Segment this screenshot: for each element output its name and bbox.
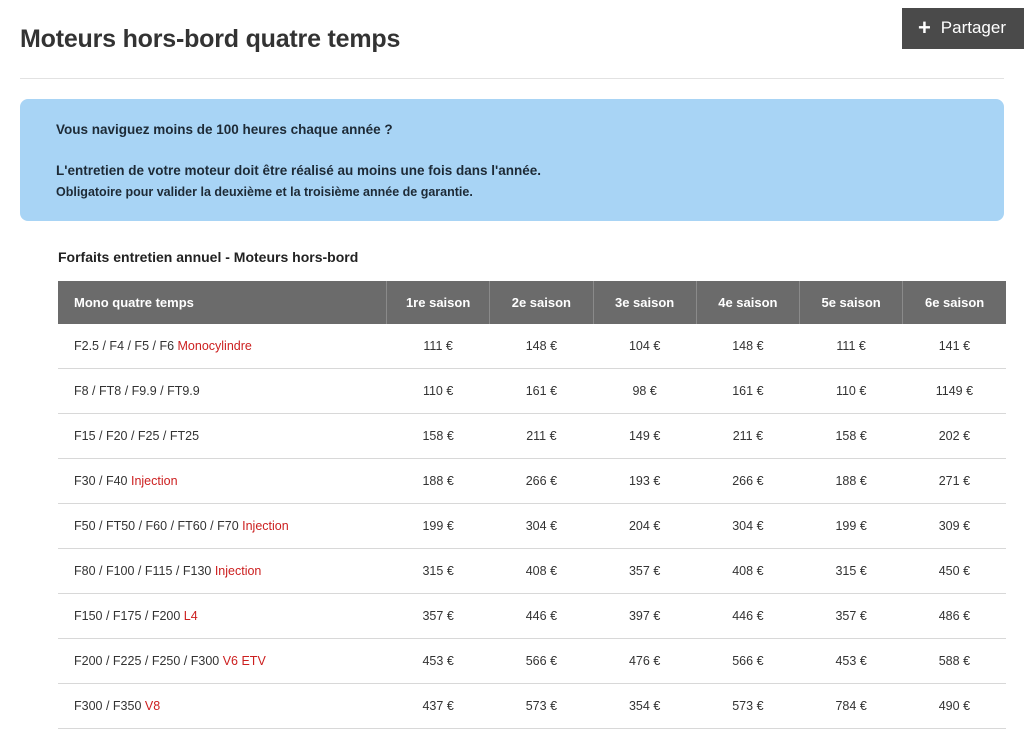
- price-cell: 446 €: [490, 593, 593, 638]
- price-cell: 266 €: [490, 458, 593, 503]
- price-cell: 110 €: [800, 368, 903, 413]
- column-header: 3e saison: [593, 281, 696, 324]
- model-variant: Injection: [130, 473, 178, 488]
- price-cell: 98 €: [593, 368, 696, 413]
- price-cell: 408 €: [696, 548, 799, 593]
- price-cell: 566 €: [490, 638, 593, 683]
- table-row: [58, 458, 1006, 503]
- model-variant: Injection: [214, 563, 262, 578]
- column-header: 2e saison: [490, 281, 593, 324]
- price-cell: 446 €: [696, 593, 799, 638]
- price-cell: 211 €: [490, 413, 593, 458]
- price-cell: 450 €: [903, 548, 1006, 593]
- price-cell: 397 €: [593, 593, 696, 638]
- share-button[interactable]: [902, 8, 1024, 49]
- pricing-table-body: [58, 324, 1006, 729]
- share-button-label: Partager: [940, 18, 1006, 37]
- price-cell: 111 €: [800, 324, 903, 369]
- price-cell: 149 €: [593, 413, 696, 458]
- table-row: [58, 683, 1006, 728]
- price-cell: 104 €: [593, 324, 696, 369]
- price-cell: 315 €: [800, 548, 903, 593]
- price-cell: 110 €: [387, 368, 490, 413]
- table-row: [58, 324, 1006, 369]
- price-cell: 193 €: [593, 458, 696, 503]
- column-header: 1re saison: [387, 281, 490, 324]
- price-cell: 357 €: [593, 548, 696, 593]
- price-cell: 1149 €: [903, 368, 1006, 413]
- price-cell: 158 €: [387, 413, 490, 458]
- column-header: Mono quatre temps: [58, 281, 387, 324]
- notice-line-3: Obligatoire pour valider la deuxième et la troisième année de garantie.: [56, 184, 473, 199]
- price-cell: 304 €: [490, 503, 593, 548]
- price-cell: 204 €: [593, 503, 696, 548]
- plus-icon: +: [917, 15, 931, 40]
- price-cell: 408 €: [490, 548, 593, 593]
- table-header-row: [58, 281, 1006, 324]
- price-cell: 161 €: [490, 368, 593, 413]
- model-cell: F200 / F225 / F250 / F300 V6 ETV: [58, 638, 387, 683]
- column-header: 5e saison: [800, 281, 903, 324]
- column-header: 6e saison: [903, 281, 1006, 324]
- table-row: [58, 638, 1006, 683]
- notice-line-1: Vous naviguez moins de 100 heures chaque année ?: [56, 122, 393, 137]
- price-cell: 211 €: [696, 413, 799, 458]
- price-cell: 453 €: [387, 638, 490, 683]
- price-cell: 354 €: [593, 683, 696, 728]
- price-cell: 158 €: [800, 413, 903, 458]
- pricing-table: [58, 281, 1006, 729]
- price-cell: 271 €: [903, 458, 1006, 503]
- price-cell: 784 €: [800, 683, 903, 728]
- table-row: [58, 368, 1006, 413]
- price-cell: 573 €: [696, 683, 799, 728]
- price-cell: 309 €: [903, 503, 1006, 548]
- model-cell: F50 / FT50 / F60 / FT60 / F70 Injection: [58, 503, 387, 548]
- table-row: [58, 593, 1006, 638]
- price-cell: 357 €: [387, 593, 490, 638]
- price-cell: 141 €: [903, 324, 1006, 369]
- price-cell: 315 €: [387, 548, 490, 593]
- price-cell: 148 €: [696, 324, 799, 369]
- price-cell: 490 €: [903, 683, 1006, 728]
- price-cell: 573 €: [490, 683, 593, 728]
- price-cell: 437 €: [387, 683, 490, 728]
- price-cell: 476 €: [593, 638, 696, 683]
- page-title: Moteurs hors-bord quatre temps: [20, 24, 401, 53]
- model-cell: F8 / FT8 / F9.9 / FT9.9: [58, 368, 387, 413]
- price-cell: 199 €: [387, 503, 490, 548]
- pricing-section: [20, 249, 1004, 729]
- notice-line-2: L'entretien de votre moteur doit être réalisé au moins une fois dans l'année.: [56, 162, 542, 178]
- price-cell: 111 €: [387, 324, 490, 369]
- price-cell: 566 €: [696, 638, 799, 683]
- model-cell: F2.5 / F4 / F5 / F6 Monocylindre: [58, 324, 387, 369]
- price-cell: 453 €: [800, 638, 903, 683]
- model-variant: L4: [183, 608, 198, 623]
- model-variant: V6 ETV: [222, 653, 266, 668]
- table-row: [58, 503, 1006, 548]
- price-cell: 304 €: [696, 503, 799, 548]
- model-cell: F30 / F40 Injection: [58, 458, 387, 503]
- model-cell: F150 / F175 / F200 L4: [58, 593, 387, 638]
- price-cell: 188 €: [800, 458, 903, 503]
- model-variant: Monocylindre: [177, 338, 252, 353]
- model-variant: V8: [144, 698, 161, 713]
- price-cell: 148 €: [490, 324, 593, 369]
- model-cell: F300 / F350 V8: [58, 683, 387, 728]
- price-cell: 199 €: [800, 503, 903, 548]
- pricing-table-head: [58, 281, 1006, 324]
- model-cell: F15 / F20 / F25 / FT25: [58, 413, 387, 458]
- price-cell: 266 €: [696, 458, 799, 503]
- price-cell: 188 €: [387, 458, 490, 503]
- table-row: [58, 548, 1006, 593]
- price-cell: 486 €: [903, 593, 1006, 638]
- section-title: Forfaits entretien annuel - Moteurs hors-bord: [58, 248, 359, 265]
- price-cell: 588 €: [903, 638, 1006, 683]
- page-header: [20, 0, 1004, 79]
- price-cell: 202 €: [903, 413, 1006, 458]
- column-header: 4e saison: [696, 281, 799, 324]
- table-row: [58, 413, 1006, 458]
- price-cell: 161 €: [696, 368, 799, 413]
- model-cell: F80 / F100 / F115 / F130 Injection: [58, 548, 387, 593]
- model-variant: Injection: [242, 518, 289, 533]
- notice-banner: [20, 99, 1004, 221]
- price-cell: 357 €: [800, 593, 903, 638]
